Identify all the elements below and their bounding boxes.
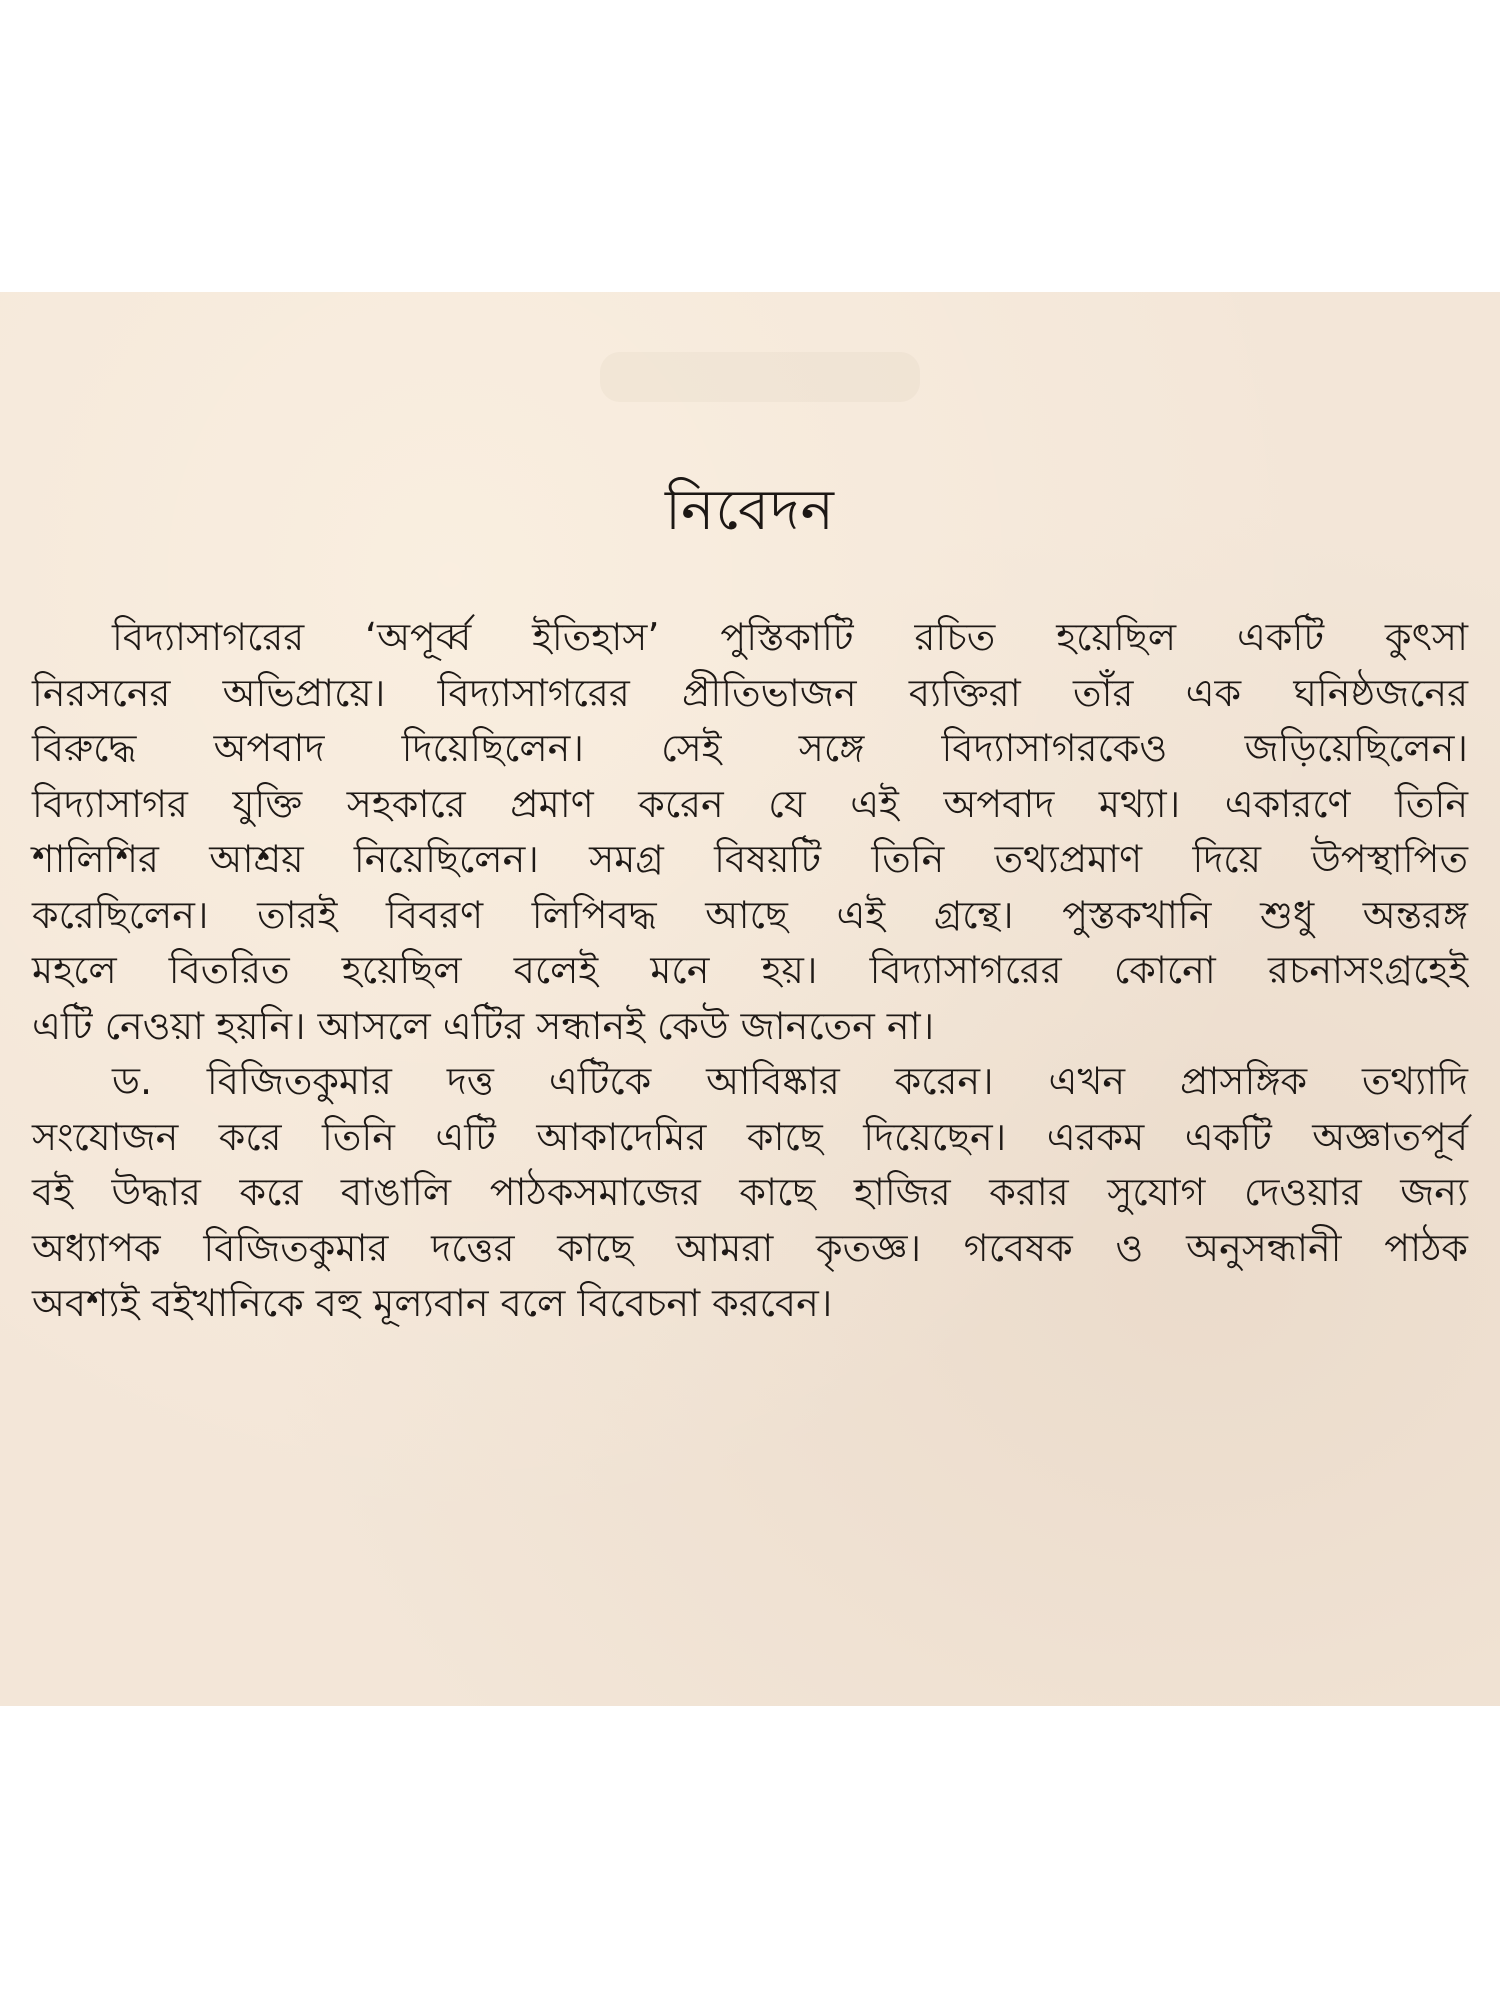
show-through-text <box>600 352 920 402</box>
text-line: শালিশির আশ্রয় নিয়েছিলেন। সমগ্র বিষয়টি তিনি তথ্যপ্রমাণ দিয়ে উপস্থাপিত <box>32 837 1468 881</box>
text-line: করেছিলেন। তারই বিবরণ লিপিবদ্ধ আছে এই গ্রন্থে। পুস্তকখানি শুধু অন্তরঙ্গ <box>32 892 1468 937</box>
page-title: নিবেদন <box>665 478 835 543</box>
text-line: সংযোজন করে তিনি এটি আকাদেমির কাছে দিয়েছেন। এরকম একটি অজ্ঞাতপূর্ব <box>32 1114 1468 1159</box>
text-line: বই উদ্ধার করে বাঙালি পাঠকসমাজের কাছে হাজির করার সুযোগ দেওয়ার জন্য <box>32 1170 1468 1214</box>
text-line: অবশ্যই বইখানিকে বহু মূল্যবান বলে বিবেচনা করবেন। <box>32 1281 833 1325</box>
text-line: অধ্যাপক বিজিতকুমার দত্তের কাছে আমরা কৃতজ্ঞ। গবেষক ও অনুসন্ধানী পাঠক <box>32 1225 1468 1270</box>
text-line: মহলে বিতরিত হয়েছিল বলেই মনে হয়। বিদ্যাসাগরের কোনো রচনাসংগ্রহেই <box>32 948 1468 992</box>
text-line: বিদ্যাসাগরের ‘অপূর্ব্ব ইতিহাস’ পুস্তিকাটি রচিত হয়েছিল একটি কুৎসা <box>112 615 1468 659</box>
text-line: এটি নেওয়া হয়নি। আসলে এটির সন্ধানই কেউ জানতেন না। <box>32 1003 935 1048</box>
paragraph-2 <box>32 1054 1468 1332</box>
scanned-page <box>0 292 1500 1706</box>
body-text <box>32 610 1468 1332</box>
text-line: বিদ্যাসাগর যুক্তি সহকারে প্রমাণ করেন যে এই অপবাদ মথ্যা। একারণে তিনি <box>32 781 1468 826</box>
text-line: ড. বিজিতকুমার দত্ত এটিকে আবিষ্কার করেন। এখন প্রাসঙ্গিক তথ্যাদি <box>112 1059 1468 1103</box>
paragraph-1 <box>32 610 1468 1054</box>
text-line: নিরসনের অভিপ্রায়ে। বিদ্যাসাগরের প্রীতিভাজন ব্যক্তিরা তাঁর এক ঘনিষ্ঠজনের <box>32 670 1468 715</box>
text-line: বিরুদ্ধে অপবাদ দিয়েছিলেন। সেই সঙ্গে বিদ্যাসাগরকেও জড়িয়েছিলেন। <box>32 726 1468 770</box>
